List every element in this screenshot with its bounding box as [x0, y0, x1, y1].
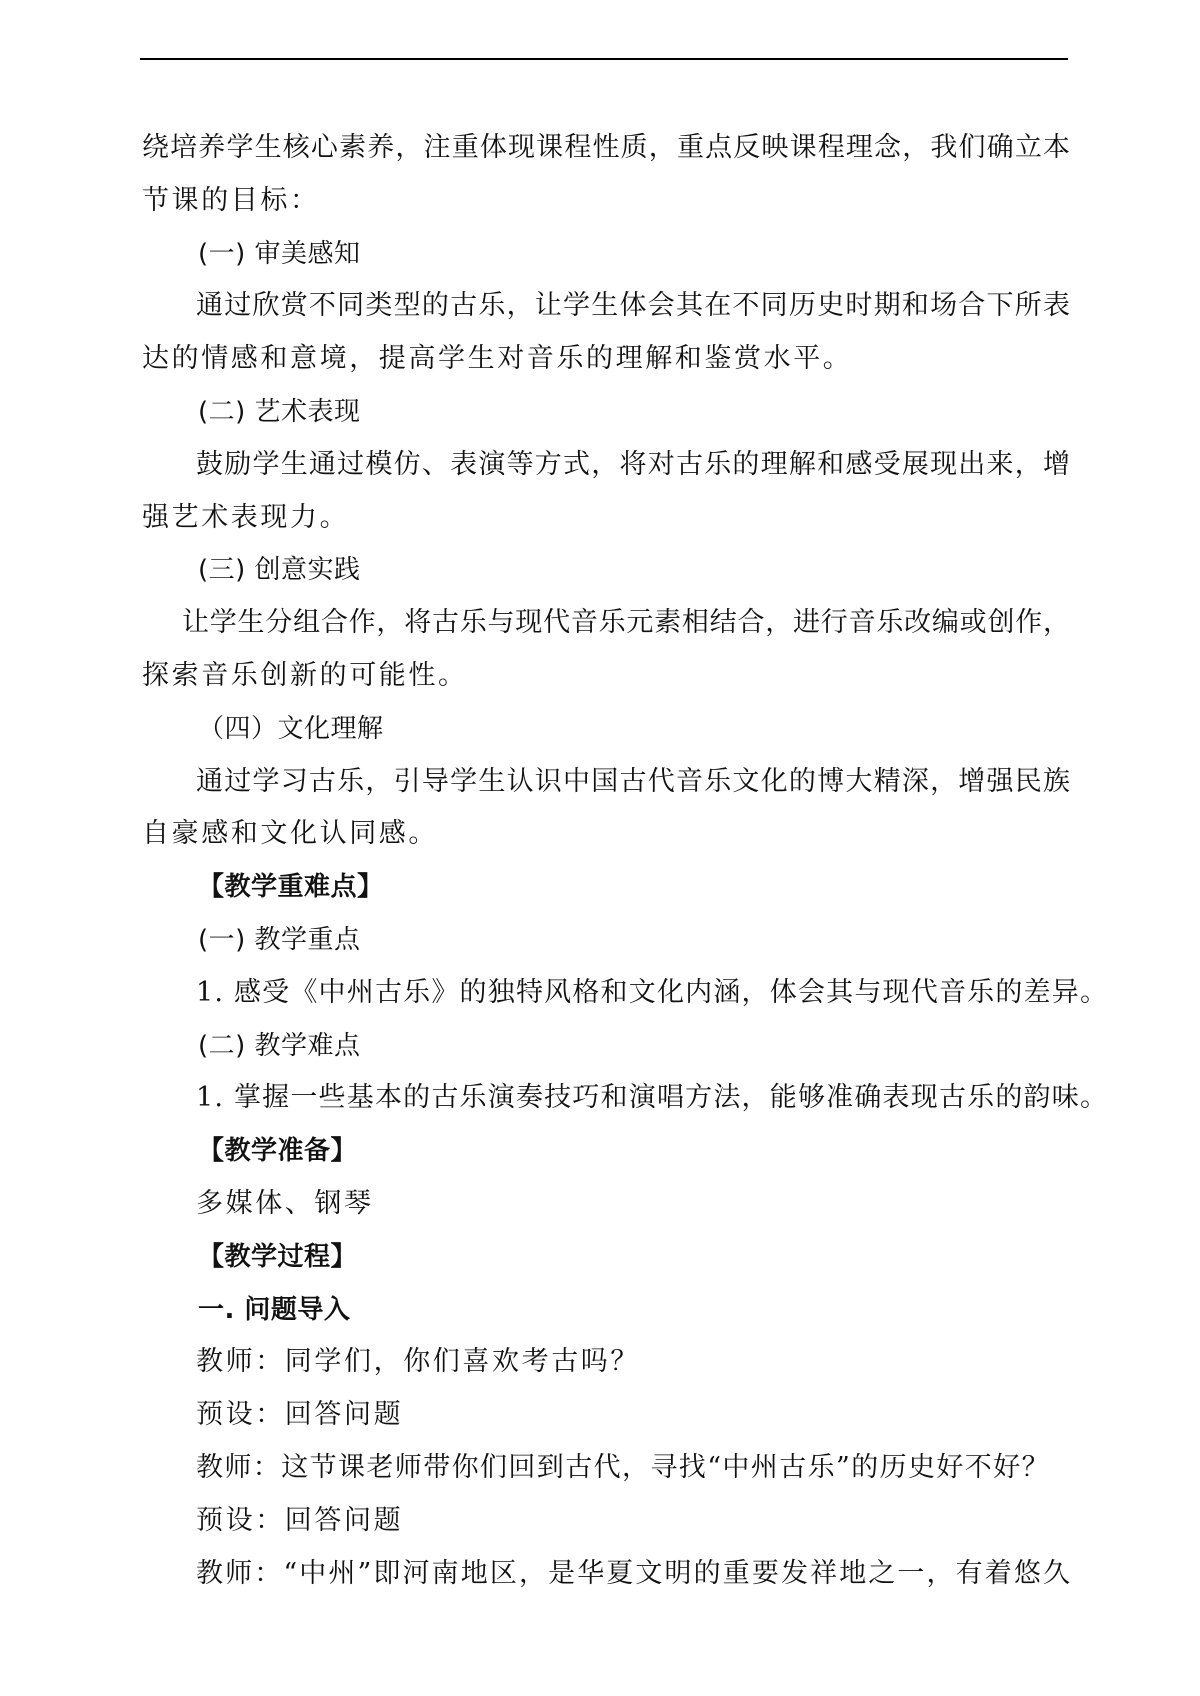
- body-text-line: 通过欣赏不同类型的古乐，让学生体会其在不同历史时期和场合下所表: [196, 290, 1070, 322]
- body-text-line: 达的情感和意境，提高学生对音乐的理解和鉴赏水平。: [142, 343, 853, 375]
- body-text-line: 让学生分组合作，将古乐与现代音乐元素相结合，进行音乐改编或创作，: [182, 607, 1070, 639]
- body-text-line: 探索音乐创新的可能性。: [142, 659, 468, 691]
- dialogue-line: 预设：回答问题: [196, 1504, 404, 1536]
- subsection-heading: (一) 教学重点: [198, 924, 361, 955]
- body-text-line: 通过学习古乐，引导学生认识中国古代音乐文化的博大精深，增强民族: [196, 765, 1070, 797]
- section-heading: （四）文化理解: [198, 713, 384, 744]
- section-heading: (一) 审美感知: [198, 238, 361, 269]
- section-heading: (二) 艺术表现: [198, 396, 361, 427]
- document-body: [140, 122, 1109, 1600]
- dialogue-line: 教师：“中州”即河南地区，是华夏文明的重要发祥地之一，有着悠久: [196, 1557, 1070, 1589]
- dialogue-line: 预设：回答问题: [196, 1399, 404, 1431]
- section-heading: 一. 问题导入: [198, 1294, 351, 1325]
- body-text-line: 多媒体、钢琴: [196, 1187, 374, 1219]
- section-heading: 【教学过程】: [198, 1241, 358, 1272]
- dialogue-line: 教师：同学们，你们喜欢考古吗？: [196, 1346, 640, 1378]
- section-heading: (三) 创意实践: [198, 555, 361, 586]
- body-text-line: 绕培养学生核心素养，注重体现课程性质，重点反映课程理念，我们确立本: [142, 132, 1070, 163]
- list-item: 1. 感受《中州古乐》的独特风格和文化内涵，体会其与现代音乐的差异。: [196, 976, 1109, 1008]
- dialogue-line: 教师：这节课老师带你们回到古代，寻找“中州古乐”的历史好不好？: [196, 1451, 1051, 1483]
- body-text-line: 鼓励学生通过模仿、表演等方式，将对古乐的理解和感受展现出来，增: [196, 448, 1070, 480]
- header-rule: [140, 58, 1068, 60]
- section-heading: 【教学准备】: [198, 1136, 358, 1167]
- list-item: 1. 掌握一些基本的古乐演奏技巧和演唱方法，能够准确表现古乐的韵味。: [196, 1082, 1109, 1114]
- body-text-line: 节课的目标：: [142, 184, 320, 216]
- section-heading: 【教学重难点】: [198, 872, 384, 903]
- subsection-heading: (二) 教学难点: [198, 1030, 361, 1061]
- body-text-line: 强艺术表现力。: [142, 501, 350, 533]
- body-text-line: 自豪感和文化认同感。: [142, 818, 438, 850]
